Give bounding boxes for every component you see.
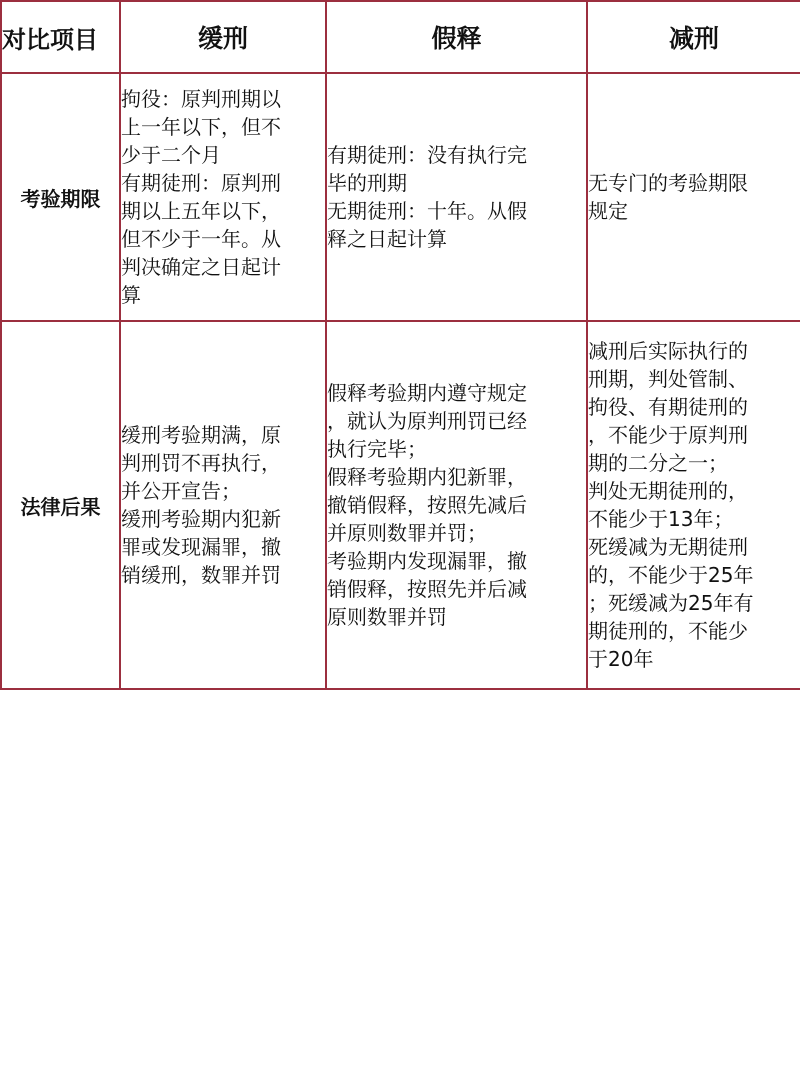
cell-text-line: 期的二分之一； — [588, 451, 728, 475]
cell-text-line: 判刑罚不再执行， — [121, 451, 281, 475]
cell-text-line: 减刑后实际执行的 — [588, 339, 748, 363]
cell-text-line: 期以上五年以下， — [121, 199, 281, 223]
header-compare-item: 对比项目 — [1, 1, 120, 73]
table-row-legal-consequence — [1, 321, 800, 689]
cell-text-line: 并原则数罪并罚； — [327, 521, 487, 545]
cell-text-line: 少于二个月 — [121, 143, 221, 167]
cell-text-line: 缓刑考验期内犯新 — [121, 507, 281, 531]
cell-text-line: 判决确定之日起计 — [121, 255, 281, 279]
cell-text-line: 算 — [121, 283, 141, 307]
cell-text-line: 缓刑考验期满，原 — [121, 423, 281, 447]
cell-text-line: 上一年以下，但不 — [121, 115, 281, 139]
cell-text-line: 规定 — [588, 199, 628, 223]
cell-text-line: 刑期，判处管制、 — [588, 367, 748, 391]
cell-parole-test-period — [326, 73, 587, 321]
cell-text-line: 有期徒刑：原判刑 — [121, 171, 281, 195]
cell-text-line: 销假释，按照先并后减 — [327, 577, 527, 601]
cell-text-line: 原则数罪并罚 — [327, 605, 447, 629]
cell-text-line: 但不少于一年。从 — [121, 227, 281, 251]
cell-text-line: 无专门的考验期限 — [588, 171, 748, 195]
cell-text-line: ；死缓减为25年有 — [588, 591, 754, 615]
cell-text-line: 有期徒刑：没有执行完 — [327, 143, 527, 167]
cell-text-line: 释之日起计算 — [327, 227, 447, 251]
cell-text-line: 并公开宣告； — [121, 479, 241, 503]
cell-text-line: 的，不能少于25年 — [588, 563, 754, 587]
cell-commutation-consequence — [587, 321, 800, 689]
cell-text-line: 期徒刑的，不能少 — [588, 619, 748, 643]
cell-text-line: 执行完毕； — [327, 437, 427, 461]
cell-text-line: 销缓刑，数罪并罚 — [121, 563, 281, 587]
cell-text-line: ，就认为原判刑罚已经 — [327, 409, 527, 433]
table-header-row — [1, 1, 800, 73]
row-label-legal-consequence: 法律后果 — [1, 321, 120, 689]
table-row-test-period — [1, 73, 800, 321]
cell-text-line: 考验期内发现漏罪，撤 — [327, 549, 527, 573]
header-parole: 假释 — [326, 1, 587, 73]
cell-text-line: 假释考验期内遵守规定 — [327, 381, 527, 405]
cell-text-line: 无期徒刑：十年。从假 — [327, 199, 527, 223]
cell-text-line: 撤销假释，按照先减后 — [327, 493, 527, 517]
cell-probation-consequence — [120, 321, 326, 689]
cell-text-line: 毕的刑期 — [327, 171, 407, 195]
cell-text-line: 罪或发现漏罪，撤 — [121, 535, 281, 559]
cell-text-line: 拘役、有期徒刑的 — [588, 395, 748, 419]
cell-commutation-test-period — [587, 73, 800, 321]
cell-text-line: 于20年 — [588, 647, 654, 671]
row-label-test-period: 考验期限 — [1, 73, 120, 321]
cell-text-line: ，不能少于原判刑 — [588, 423, 748, 447]
cell-text-line: 死缓减为无期徒刑 — [588, 535, 748, 559]
cell-probation-test-period — [120, 73, 326, 321]
cell-text-line: 拘役：原判刑期以 — [121, 87, 281, 111]
cell-text-line: 不能少于13年； — [588, 507, 734, 531]
cell-text-line: 假释考验期内犯新罪， — [327, 465, 527, 489]
header-probation: 缓刑 — [120, 1, 326, 73]
header-commutation: 减刑 — [587, 1, 800, 73]
cell-text-line: 判处无期徒刑的， — [588, 479, 748, 503]
cell-parole-consequence — [326, 321, 587, 689]
